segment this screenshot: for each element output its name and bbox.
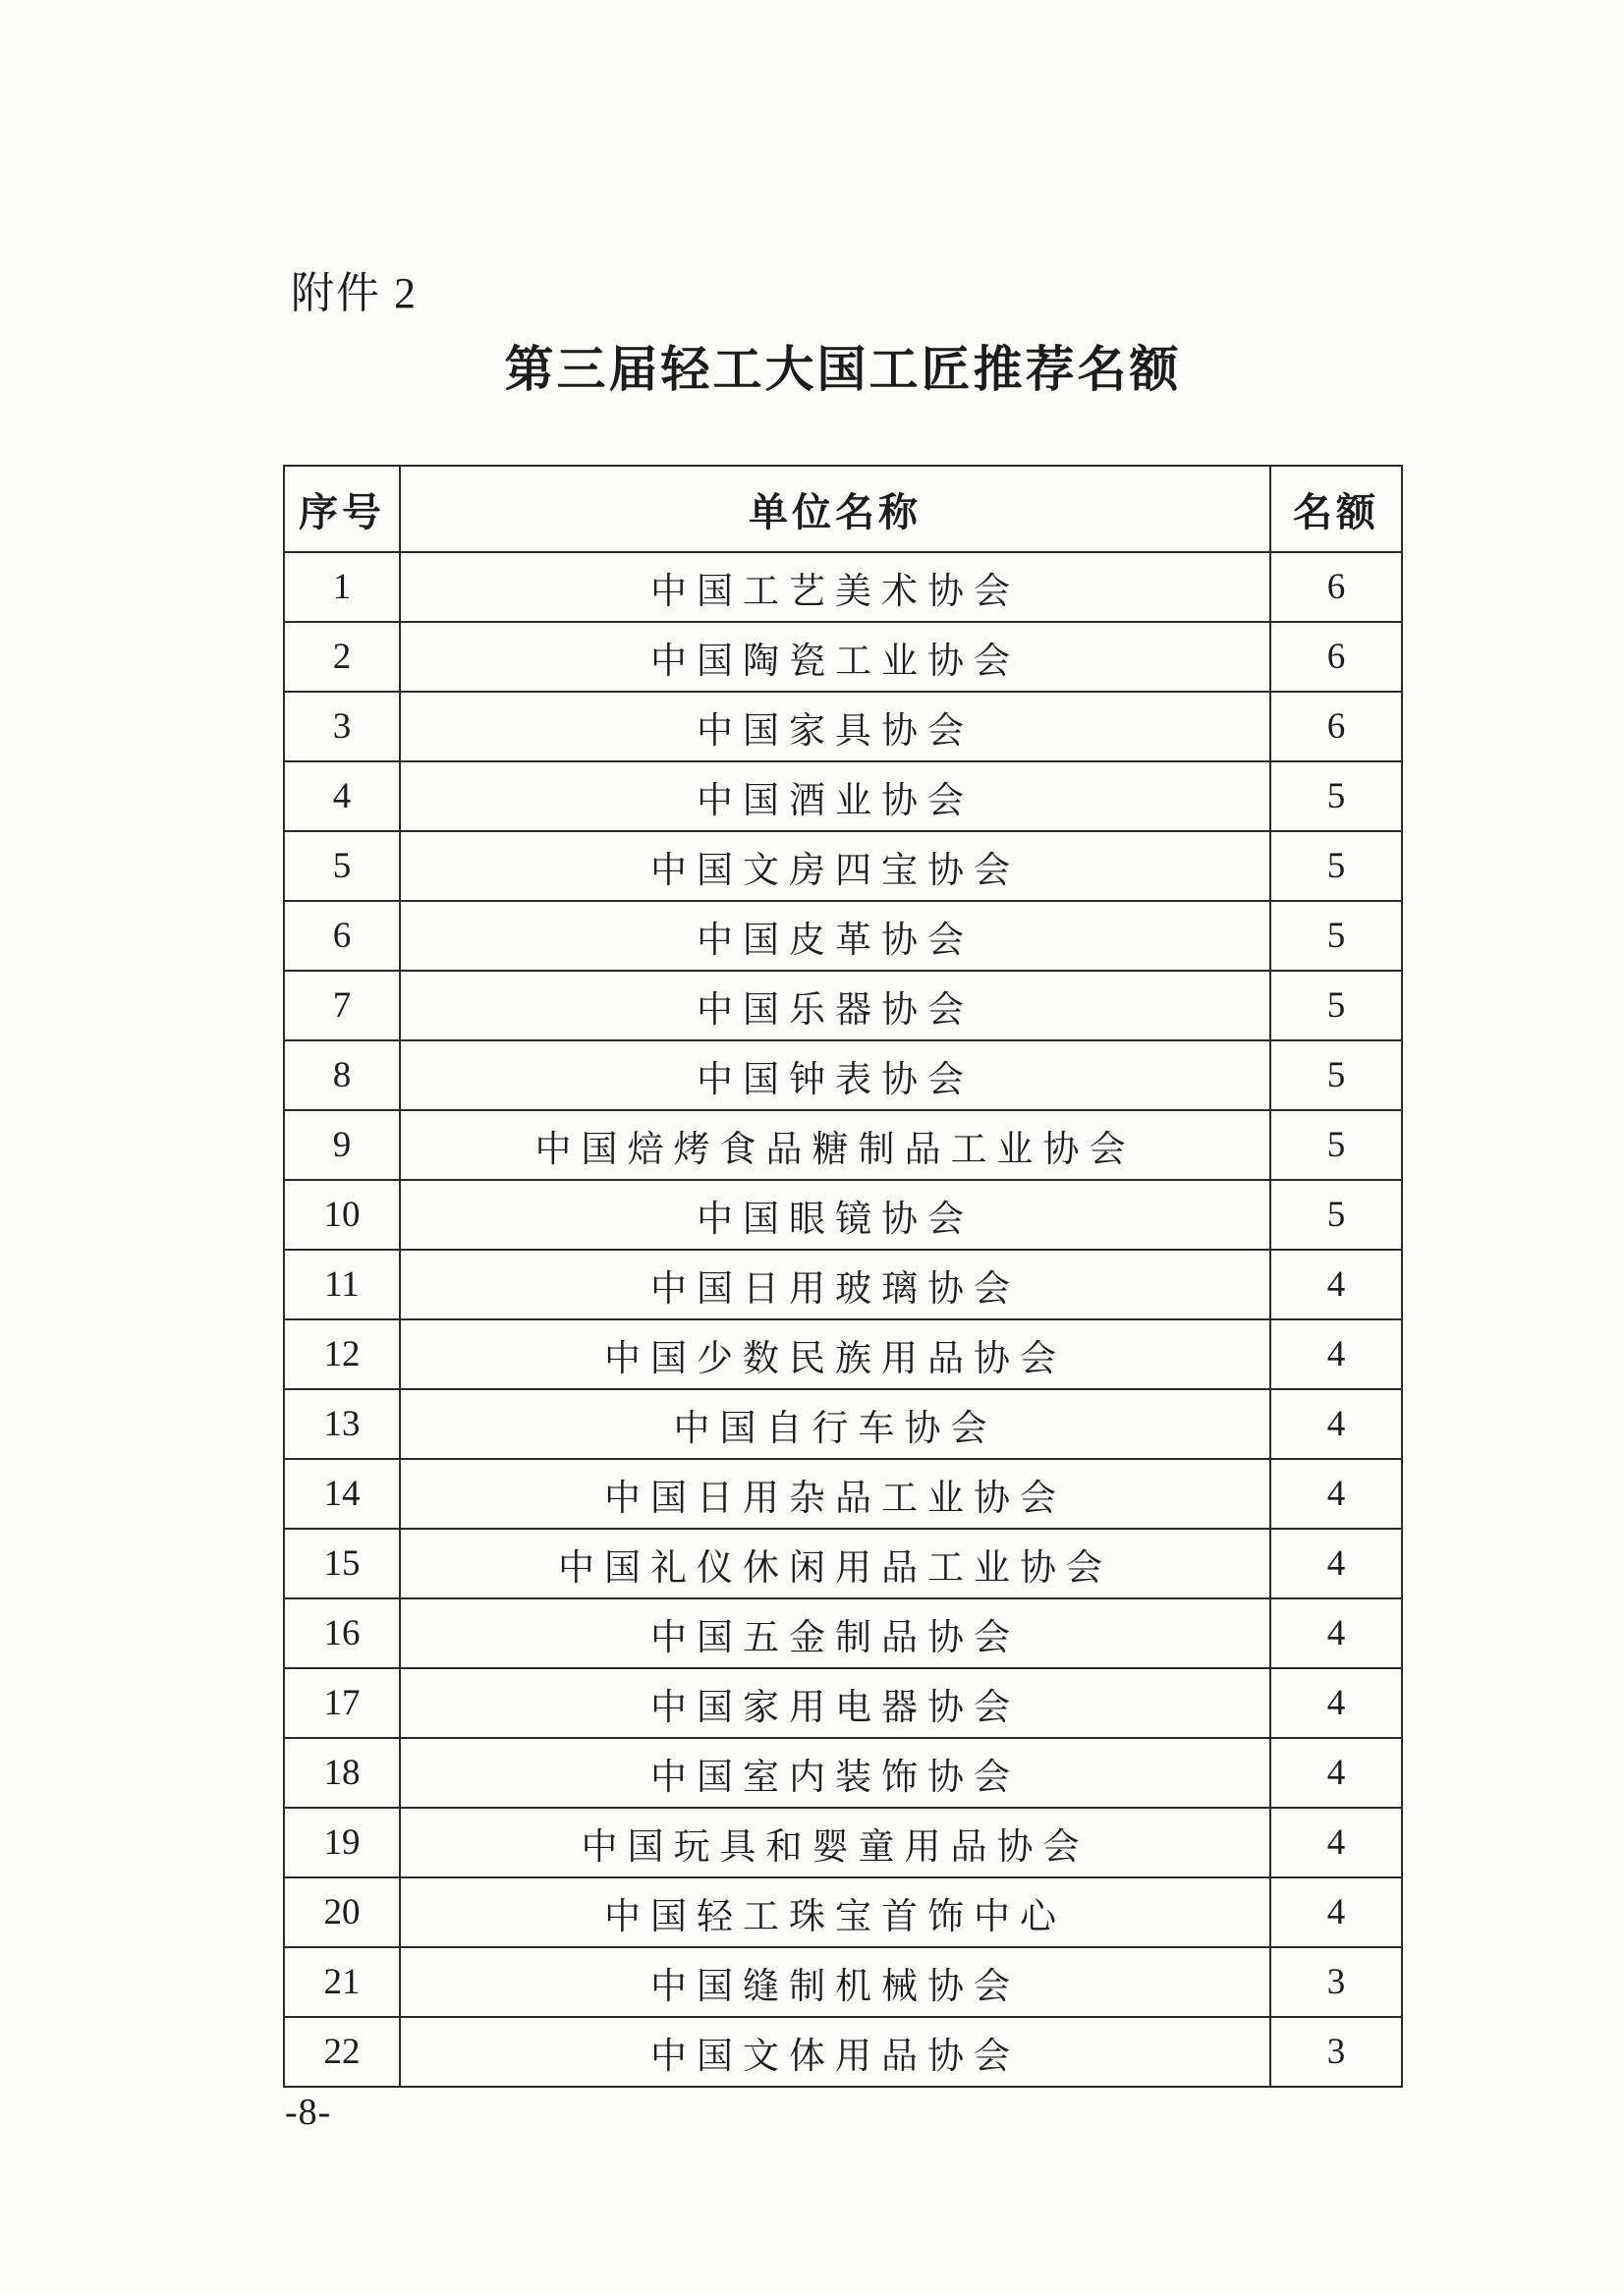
table-row (284, 2017, 1402, 2087)
unit-name-cell: 中国自行车协会 (400, 1389, 1270, 1459)
quota-cell: 4 (1270, 1738, 1402, 1808)
quota-cell: 4 (1270, 1389, 1402, 1459)
quota-cell: 4 (1270, 1877, 1402, 1947)
table-row (284, 552, 1402, 622)
quota-cell: 5 (1270, 901, 1402, 971)
table-row (284, 1808, 1402, 1877)
unit-name-cell: 中国文体用品协会 (400, 2017, 1270, 2087)
table-header-row (284, 466, 1402, 552)
unit-name-cell: 中国陶瓷工业协会 (400, 622, 1270, 692)
row-index-cell: 5 (284, 831, 400, 901)
table-row (284, 1877, 1402, 1947)
quota-cell: 4 (1270, 1250, 1402, 1319)
table-row (284, 1180, 1402, 1250)
table-row (284, 1529, 1402, 1598)
table-row (284, 831, 1402, 901)
table-row (284, 1250, 1402, 1319)
row-index-cell: 4 (284, 761, 400, 831)
header-cell-index: 序号 (284, 466, 400, 552)
unit-name-cell: 中国五金制品协会 (400, 1598, 1270, 1668)
row-index-cell: 13 (284, 1389, 400, 1459)
table-row (284, 1738, 1402, 1808)
row-index-cell: 8 (284, 1040, 400, 1110)
quota-cell: 4 (1270, 1668, 1402, 1738)
quota-cell: 4 (1270, 1529, 1402, 1598)
unit-name-cell: 中国缝制机械协会 (400, 1947, 1270, 2017)
unit-name-cell: 中国轻工珠宝首饰中心 (400, 1877, 1270, 1947)
table-row (284, 1668, 1402, 1738)
page-title: 第三届轻工大国工匠推荐名额 (504, 342, 1182, 397)
row-index-cell: 16 (284, 1598, 400, 1668)
unit-name-cell: 中国日用杂品工业协会 (400, 1459, 1270, 1529)
quota-cell: 5 (1270, 1180, 1402, 1250)
unit-name-cell: 中国家用电器协会 (400, 1668, 1270, 1738)
table-row (284, 971, 1402, 1040)
table-row (284, 1110, 1402, 1180)
unit-name-cell: 中国焙烤食品糖制品工业协会 (400, 1110, 1270, 1180)
unit-name-cell: 中国钟表协会 (400, 1040, 1270, 1110)
table-row (284, 901, 1402, 971)
row-index-cell: 17 (284, 1668, 400, 1738)
table-row (284, 1598, 1402, 1668)
quota-cell: 3 (1270, 2017, 1402, 2087)
quota-cell: 4 (1270, 1319, 1402, 1389)
table-row (284, 1459, 1402, 1529)
unit-name-cell: 中国礼仪休闲用品工业协会 (400, 1529, 1270, 1598)
quota-cell: 5 (1270, 971, 1402, 1040)
unit-name-cell: 中国皮革协会 (400, 901, 1270, 971)
attachment-label: 附件 2 (291, 269, 418, 317)
row-index-cell: 9 (284, 1110, 400, 1180)
table-row (284, 761, 1402, 831)
row-index-cell: 6 (284, 901, 400, 971)
table-row (284, 1389, 1402, 1459)
quota-table (283, 465, 1403, 2088)
row-index-cell: 15 (284, 1529, 400, 1598)
row-index-cell: 20 (284, 1877, 400, 1947)
row-index-cell: 1 (284, 552, 400, 622)
quota-cell: 6 (1270, 622, 1402, 692)
table-row (284, 1947, 1402, 2017)
quota-cell: 6 (1270, 552, 1402, 622)
quota-cell: 6 (1270, 692, 1402, 761)
unit-name-cell: 中国工艺美术协会 (400, 552, 1270, 622)
row-index-cell: 19 (284, 1808, 400, 1877)
unit-name-cell: 中国文房四宝协会 (400, 831, 1270, 901)
row-index-cell: 18 (284, 1738, 400, 1808)
row-index-cell: 21 (284, 1947, 400, 2017)
row-index-cell: 10 (284, 1180, 400, 1250)
unit-name-cell: 中国少数民族用品协会 (400, 1319, 1270, 1389)
page-number: -8- (285, 2092, 332, 2133)
quota-cell: 5 (1270, 1110, 1402, 1180)
row-index-cell: 12 (284, 1319, 400, 1389)
unit-name-cell: 中国日用玻璃协会 (400, 1250, 1270, 1319)
quota-cell: 5 (1270, 761, 1402, 831)
quota-cell: 4 (1270, 1459, 1402, 1529)
table-row (284, 1319, 1402, 1389)
unit-name-cell: 中国乐器协会 (400, 971, 1270, 1040)
quota-cell: 4 (1270, 1598, 1402, 1668)
unit-name-cell: 中国酒业协会 (400, 761, 1270, 831)
quota-cell: 3 (1270, 1947, 1402, 2017)
header-cell-quota: 名额 (1270, 466, 1402, 552)
row-index-cell: 14 (284, 1459, 400, 1529)
quota-cell: 5 (1270, 1040, 1402, 1110)
row-index-cell: 22 (284, 2017, 400, 2087)
row-index-cell: 11 (284, 1250, 400, 1319)
unit-name-cell: 中国玩具和婴童用品协会 (400, 1808, 1270, 1877)
unit-name-cell: 中国室内装饰协会 (400, 1738, 1270, 1808)
quota-cell: 5 (1270, 831, 1402, 901)
row-index-cell: 7 (284, 971, 400, 1040)
unit-name-cell: 中国眼镜协会 (400, 1180, 1270, 1250)
header-cell-unit-name: 单位名称 (400, 466, 1270, 552)
table-body (284, 552, 1402, 2087)
row-index-cell: 2 (284, 622, 400, 692)
table-row (284, 1040, 1402, 1110)
table-row (284, 622, 1402, 692)
row-index-cell: 3 (284, 692, 400, 761)
unit-name-cell: 中国家具协会 (400, 692, 1270, 761)
table-row (284, 692, 1402, 761)
quota-cell: 4 (1270, 1808, 1402, 1877)
